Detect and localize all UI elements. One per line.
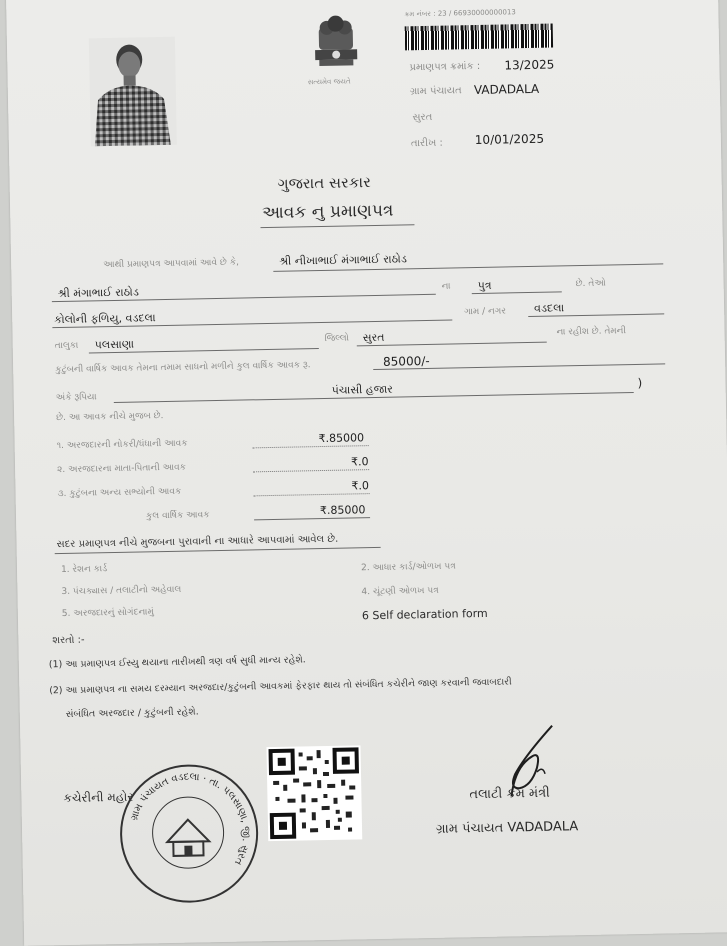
title-underline <box>260 224 414 228</box>
barcode <box>405 24 553 51</box>
income1-value: ₹.85000 <box>318 431 365 446</box>
signatory-office: ગ્રામ પંચાયત VADADALA <box>435 819 579 837</box>
income-amount: 85000/- <box>382 353 430 369</box>
income2-line <box>253 469 369 472</box>
taluka: પલસાણા <box>94 337 135 352</box>
doc-5: 5. અરજદારનું સોગંદનામું <box>61 607 154 620</box>
line2-end: છે. તેઓ <box>575 278 606 290</box>
emblem-caption: સત્યમેવ જયતે <box>307 77 351 87</box>
date-label: તારીખ : <box>410 137 443 150</box>
doc-2: 2. આધાર કાર્ડ/ઓળખ પત્ર <box>360 561 456 574</box>
stamp-office-label: કચેરીની મહોર <box>63 789 134 806</box>
serial-number: ક્રમ નંબર : 23 / 66930000000013 <box>404 8 516 19</box>
state-emblem <box>302 13 369 86</box>
district-label: જિલ્લો <box>324 333 350 344</box>
doc-3: 3. પંચક્યાસ / તલાટીનો અહેવાલ <box>61 584 182 598</box>
relation: પુત્ર <box>477 278 492 292</box>
title-certificate: આવક નુ પ્રમાણપત્ર <box>262 200 394 224</box>
doc-4: 4. ચૂંટણી ઓળખ પત્ર <box>361 585 439 598</box>
doc-6: 6 Self declaration form <box>361 606 488 623</box>
note-2-cont: સંબંધિત અરજદાર / કુટુંબની રહેશે. <box>65 706 199 720</box>
total-underline <box>254 517 370 520</box>
breakup-intro: છે. આ આવક નીચે મુજબ છે. <box>56 411 164 424</box>
cert-no: 13/2025 <box>504 57 555 73</box>
income2-label: ૨. અરજદારના માતા-પિતાની આવક <box>57 462 187 476</box>
date-value: 10/01/2025 <box>474 131 545 148</box>
applicant-name: શ્રી નીખાભાઈ મંગાભાઈ રાઠોડ <box>279 252 407 268</box>
notes-heading: શરતો :- <box>52 634 85 647</box>
income1-line <box>253 445 369 448</box>
gram-value: VADADALA <box>473 81 540 98</box>
words-label: અંકે રૂપિયા <box>55 392 97 404</box>
district: સુરત <box>362 330 385 345</box>
doc-1: 1. રેશન કાર્ડ <box>60 564 108 576</box>
line2-mid: ના <box>441 281 451 292</box>
gram-label: ગ્રામ પંચાયત <box>409 85 462 98</box>
income3-label: ૩. કુટુંબના અન્ય સભ્યોની આવક <box>57 486 182 500</box>
surat-label: સુરત <box>412 111 433 124</box>
district-underline <box>357 342 547 347</box>
certificate-paper <box>6 0 727 946</box>
title-government: ગુજરાત સરકાર <box>277 173 372 193</box>
panchayat-seal <box>119 763 260 904</box>
line1-label: આથી પ્રમાણપત્ર આપવામાં આવે છે કે, <box>103 257 240 271</box>
cert-no-label: પ્રમાણપત્ર ક્રમાંક : <box>409 60 481 74</box>
line4-end: ના રહીશ છે. તેમની <box>556 326 627 338</box>
words-end: ) <box>637 375 643 390</box>
seal-ring-text: ગ્રામ પંચાયત વડદલા · તા. પલસાણા, જી. સુરત <box>128 771 252 867</box>
amount-in-words: પંચાસી હજાર <box>331 382 394 397</box>
village: વડદલા <box>533 301 565 315</box>
village-label: ગામ / નગર <box>464 306 507 318</box>
total-value: ₹.85000 <box>319 503 366 518</box>
income-sentence: કુટુંબની વાર્ષિક આવક તેમના તમામ સાધનો મળીને કુલ વાર્ષિક આવક રૂ. <box>55 360 311 376</box>
note-2: (2) આ પ્રમાણપત્ર ના સમય દરમ્યાન અરજદાર/કુટુંબની આવકમાં ફેરફાર થાય તો સંબંધિત કચેરીને જાણ કરવાની જવાબદારી <box>49 676 512 697</box>
income3-line <box>254 493 370 496</box>
income1-label: ૧. અરજદારની નોકરી/ધંધાની આવક <box>56 438 188 452</box>
signatory-title: તલાટી કમ મંત્રી <box>469 785 550 803</box>
docs-heading: સદર પ્રમાણપત્ર નીચે મુજબના પુરાવાની ના આધારે આપવામાં આવેલ છે. <box>56 533 339 551</box>
note-1: (1) આ પ્રમાણપત્ર ઈસ્યુ થયાના તારીખથી ત્રણ વર્ષ સુધી માન્ય રહેશે. <box>48 654 306 671</box>
father-name: શ્રી મંગાભાઈ રાઠોડ <box>57 285 139 301</box>
income2-value: ₹.0 <box>350 455 369 469</box>
address: કોલોની ફળિયુ, વડદલા <box>54 311 156 327</box>
taluka-label: તાલુકા <box>54 340 79 352</box>
total-label: કુલ વાર્ષિક આવક <box>145 510 210 522</box>
qr-code <box>266 745 362 841</box>
applicant-photo <box>89 37 177 147</box>
income3-value: ₹.0 <box>351 479 370 493</box>
